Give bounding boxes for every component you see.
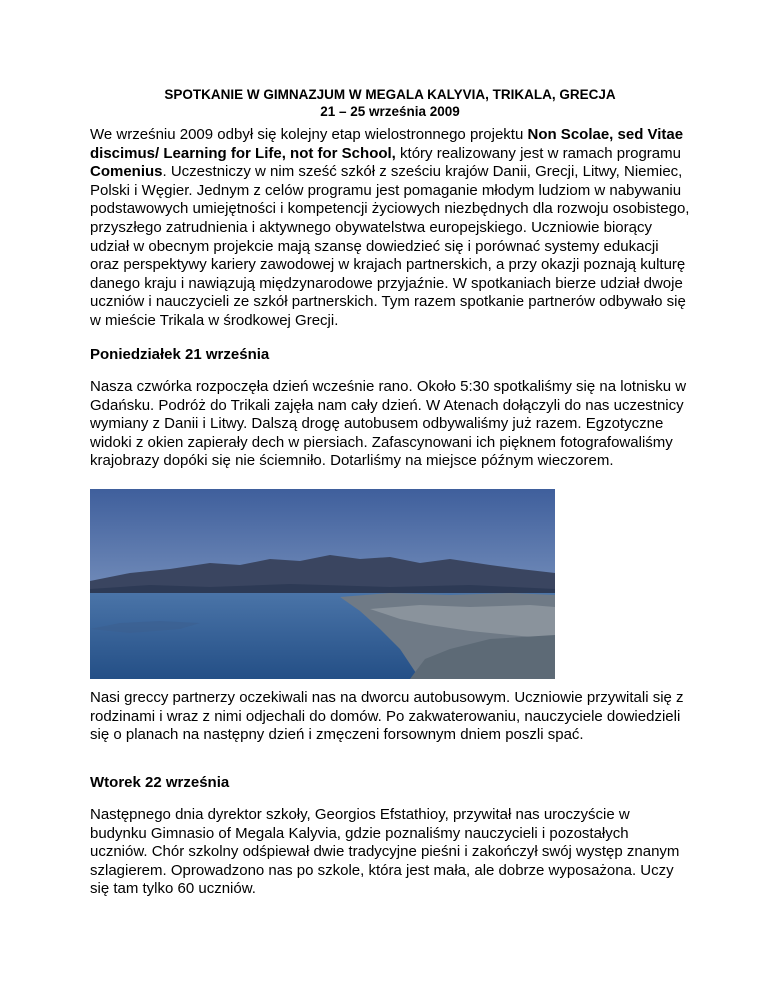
heading-monday: Poniedziałek 21 września: [90, 346, 270, 363]
after-photo-paragraph: Nasi greccy partnerzy oczekiwali nas na dworcu autobusowym. Uczniowie przywitali się z rodzinami i wraz z nimi odjechali do domów. Po zakwaterowaniu, nauczyciele dowiedzieli się o planach na następny dzień i zmęczeni forsownym dniem poszli spać.: [90, 689, 684, 744]
monday-paragraph: Nasza czwórka rozpoczęła dzień wcześnie rano. Około 5:30 spotkaliśmy się na lotnisku w Gdańsku. Podróż do Trikali zajęła nam cały dzień. W Atenach dołączyli do nas uczestnicy wymiany z Danii i Litwy. Dalszą drogę autobusem odbywaliśmy już razem. Egzotyczne widoki z okien zapierały dech w piersiach. Zafascynowani ich pięknem fotografowaliśmy krajobrazy dopóki się nie ściemniło. Dotarliśmy na miejsce późnym wieczorem.: [90, 378, 687, 470]
tuesday-paragraph: Następnego dnia dyrektor szkoły, Georgios Efstathioy, przywitał nas uroczyście w budynku Gimnasio of Megala Kalyvia, gdzie poznaliśmy nauczycieli i pozostałych uczniów. Chór szkolny odśpiewał dwie tradycyjne pieśni i zakończył swój występ znanym szlagierem. Oprowadzono nas po szkole, która jest mała, ale dobrze wyposażona. Uczy się tam tylko 60 uczniów.: [90, 806, 680, 898]
heading-tuesday: Wtorek 22 września: [90, 774, 230, 791]
program-name: Comenius: [90, 163, 163, 181]
intro-text-3: . Uczestniczy w nim sześć szkół z sześciu krajów Danii, Grecji, Litwy, Niemiec, Polski i Węgier. Jednym z celów programu jest pomaganie młodym ludziom w nabywaniu podstawowych umiejętności i kompetencji życiowych niezbędnych dla rozwoju osobistego, przyszłego zatrudnienia i aktywnego obywatelstwa europejskiego. Uczniowie biorący udział w obecnym projekcie mają szansę dowiedzieć się i porównać systemy edukacji oraz perspektywy kariery zawodowej w krajach partnerskich, a przy okazji poznają kulturę danego kraju i nawiązują międzynarodowe przyjaźnie. W spotkaniach bierze udział dwoje uczniów i nauczycieli ze szkół partnerskich. Tym razem spotkanie partnerów odbywało się w mieście Trikala w środkowej Grecji.: [90, 163, 690, 329]
landscape-photo: [90, 489, 555, 679]
intro-text-1: We wrześniu 2009 odbył się kolejny etap wielostronnego projektu: [90, 126, 528, 143]
intro-text-2: który realizowany jest w ramach programu: [395, 144, 681, 162]
lake-landscape-image: [90, 489, 555, 679]
document-date: 21 – 25 września 2009: [320, 104, 460, 119]
project-name: Non Scolae, sed Vitae discimus/ Learning for Life, not for School,: [90, 126, 684, 162]
document-title: SPOTKANIE W GIMNAZJUM W MEGALA KALYVIA, TRIKALA, GRECJA: [164, 87, 616, 102]
intro-paragraph: [90, 126, 690, 331]
